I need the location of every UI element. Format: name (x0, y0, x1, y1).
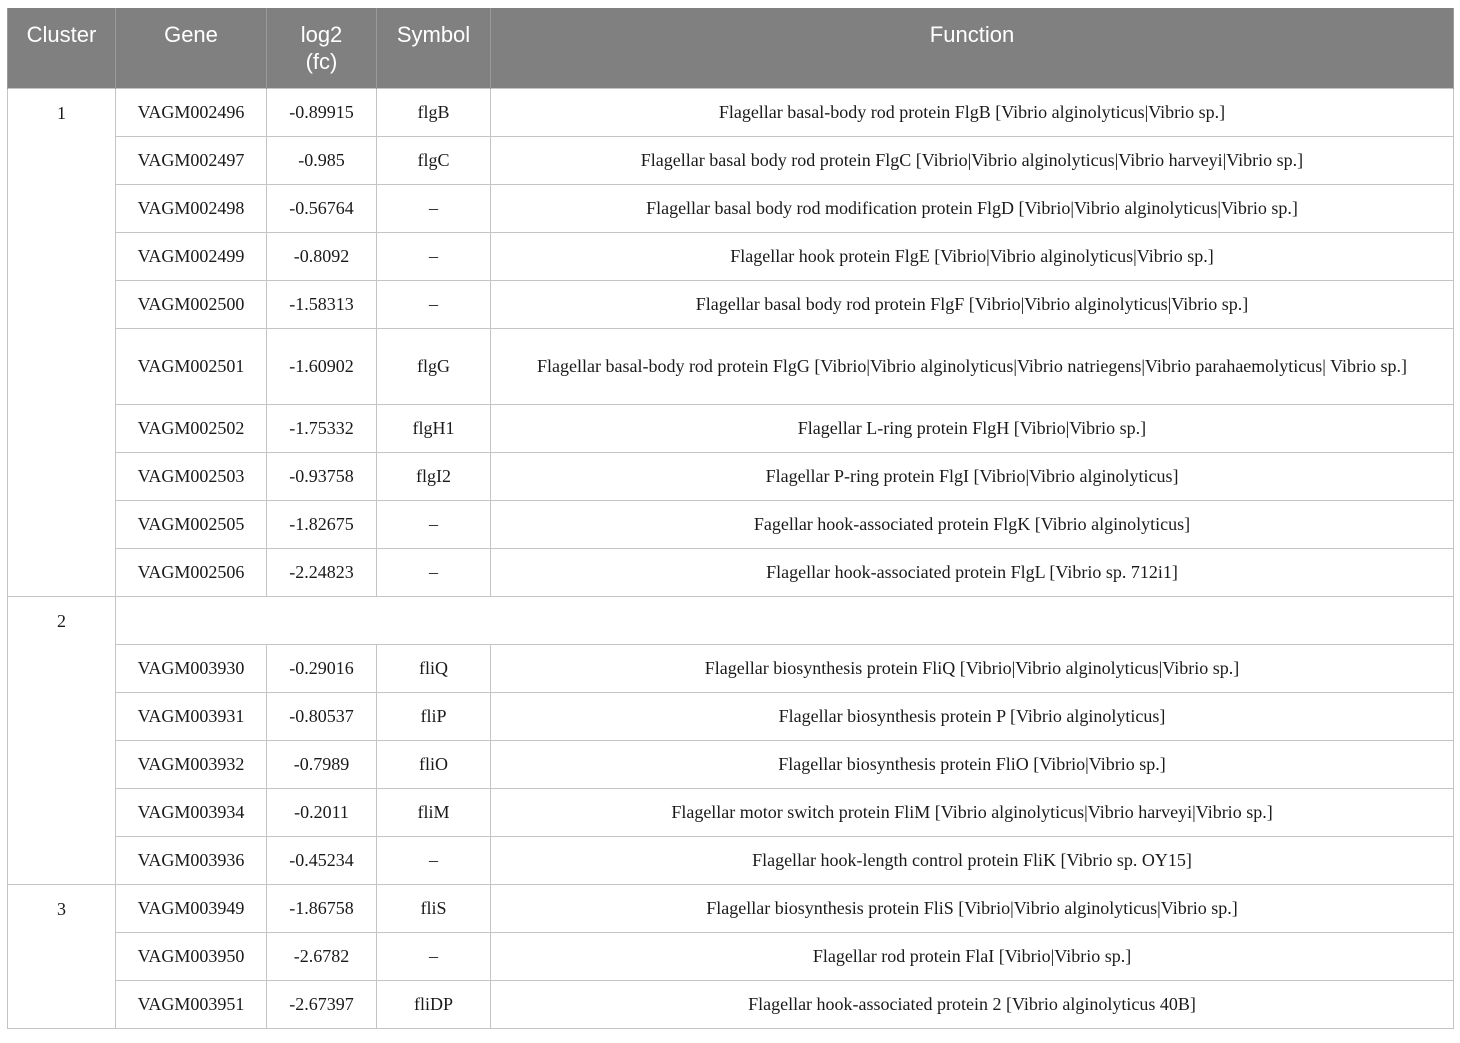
gene-id: VAGM003934 (116, 788, 267, 836)
gene-symbol: fliQ (377, 644, 491, 692)
table-row (8, 184, 1454, 232)
gene-id: VAGM003936 (116, 836, 267, 884)
header-function: Function (491, 8, 1454, 88)
cluster-header-row (8, 596, 1454, 644)
table-row (8, 692, 1454, 740)
header-log2fc-line2: (fc) (305, 49, 338, 74)
gene-id: VAGM003932 (116, 740, 267, 788)
header-row (8, 8, 1454, 88)
gene-symbol: flgG (377, 328, 491, 404)
gene-symbol: – (377, 280, 491, 328)
gene-id: VAGM002502 (116, 404, 267, 452)
gene-symbol: – (377, 184, 491, 232)
gene-function: Flagellar P-ring protein FlgI [Vibrio|Vibrio alginolyticus] (491, 452, 1454, 500)
log2fc-value: -0.8092 (267, 232, 377, 280)
gene-function: Flagellar biosynthesis protein FliQ [Vibrio|Vibrio alginolyticus|Vibrio sp.] (491, 644, 1454, 692)
log2fc-value: -2.24823 (267, 548, 377, 596)
log2fc-value: -1.82675 (267, 500, 377, 548)
gene-function: Flagellar hook-associated protein FlgL [Vibrio sp. 712i1] (491, 548, 1454, 596)
gene-id: VAGM003950 (116, 932, 267, 980)
gene-id: VAGM002496 (116, 88, 267, 136)
gene-function: Flagellar biosynthesis protein FliS [Vibrio|Vibrio alginolyticus|Vibrio sp.] (491, 884, 1454, 932)
gene-symbol: – (377, 932, 491, 980)
gene-id: VAGM002497 (116, 136, 267, 184)
log2fc-value: -0.29016 (267, 644, 377, 692)
gene-function: Flagellar basal body rod modification protein FlgD [Vibrio|Vibrio alginolyticus|Vibrio sp.] (491, 184, 1454, 232)
table-row (8, 980, 1454, 1028)
gene-symbol: fliO (377, 740, 491, 788)
gene-symbol: flgC (377, 136, 491, 184)
gene-symbol: fliM (377, 788, 491, 836)
table-row (8, 136, 1454, 184)
table-row (8, 740, 1454, 788)
table-row (8, 500, 1454, 548)
table-row (8, 232, 1454, 280)
gene-id: VAGM003949 (116, 884, 267, 932)
log2fc-value: -0.56764 (267, 184, 377, 232)
table-row (8, 452, 1454, 500)
gene-symbol: – (377, 836, 491, 884)
table-row (8, 328, 1454, 404)
gene-id: VAGM002506 (116, 548, 267, 596)
gene-symbol: fliS (377, 884, 491, 932)
gene-symbol: fliP (377, 692, 491, 740)
gene-id: VAGM003930 (116, 644, 267, 692)
table-body (8, 88, 1454, 1028)
table-row (8, 932, 1454, 980)
log2fc-value: -0.985 (267, 136, 377, 184)
log2fc-value: -1.58313 (267, 280, 377, 328)
header-log2fc-line1: log2 (300, 22, 343, 47)
log2fc-value: -1.75332 (267, 404, 377, 452)
gene-symbol: – (377, 500, 491, 548)
header-log2fc (267, 8, 377, 88)
log2fc-value: -0.2011 (267, 788, 377, 836)
header-gene: Gene (116, 8, 267, 88)
gene-function: Flagellar biosynthesis protein FliO [Vibrio|Vibrio sp.] (491, 740, 1454, 788)
gene-id: VAGM002501 (116, 328, 267, 404)
gene-symbol: – (377, 548, 491, 596)
gene-function: Fagellar hook-associated protein FlgK [Vibrio alginolyticus] (491, 500, 1454, 548)
gene-function: Flagellar hook-associated protein 2 [Vibrio alginolyticus 40B] (491, 980, 1454, 1028)
log2fc-value: -0.93758 (267, 452, 377, 500)
gene-symbol: flgI2 (377, 452, 491, 500)
gene-id: VAGM002505 (116, 500, 267, 548)
gene-function: Flagellar basal body rod protein FlgC [Vibrio|Vibrio alginolyticus|Vibrio harveyi|Vibrio sp.] (491, 136, 1454, 184)
header-symbol: Symbol (377, 8, 491, 88)
table-row (8, 644, 1454, 692)
table-row (8, 884, 1454, 932)
table-row (8, 836, 1454, 884)
gene-function: Flagellar motor switch protein FliM [Vibrio alginolyticus|Vibrio harveyi|Vibrio sp.] (491, 788, 1454, 836)
gene-function: Flagellar hook-length control protein FliK [Vibrio sp. OY15] (491, 836, 1454, 884)
gene-id: VAGM002503 (116, 452, 267, 500)
log2fc-value: -0.80537 (267, 692, 377, 740)
log2fc-value: -0.89915 (267, 88, 377, 136)
cluster-id: 2 (8, 596, 116, 884)
gene-function: Flagellar hook protein FlgE [Vibrio|Vibrio alginolyticus|Vibrio sp.] (491, 232, 1454, 280)
gene-symbol: flgH1 (377, 404, 491, 452)
gene-function: Flagellar biosynthesis protein P [Vibrio alginolyticus] (491, 692, 1454, 740)
log2fc-value: -2.67397 (267, 980, 377, 1028)
gene-id: VAGM003931 (116, 692, 267, 740)
table-header (8, 8, 1454, 88)
gene-function: Flagellar basal-body rod protein FlgB [Vibrio alginolyticus|Vibrio sp.] (491, 88, 1454, 136)
cluster-id: 1 (8, 88, 116, 596)
table-row (8, 548, 1454, 596)
gene-id: VAGM003951 (116, 980, 267, 1028)
log2fc-value: -1.60902 (267, 328, 377, 404)
log2fc-value: -0.45234 (267, 836, 377, 884)
gene-table (7, 8, 1454, 1029)
log2fc-value: -0.7989 (267, 740, 377, 788)
cluster-id: 3 (8, 884, 116, 1028)
gene-symbol: – (377, 232, 491, 280)
log2fc-value: -2.6782 (267, 932, 377, 980)
gene-function: Flagellar basal body rod protein FlgF [Vibrio|Vibrio alginolyticus|Vibrio sp.] (491, 280, 1454, 328)
log2fc-value: -1.86758 (267, 884, 377, 932)
gene-id: VAGM002500 (116, 280, 267, 328)
gene-id: VAGM002499 (116, 232, 267, 280)
gene-function: Flagellar rod protein FlaI [Vibrio|Vibrio sp.] (491, 932, 1454, 980)
table-row (8, 280, 1454, 328)
gene-symbol: flgB (377, 88, 491, 136)
gene-function: Flagellar basal-body rod protein FlgG [Vibrio|Vibrio alginolyticus|Vibrio natriegens|Vibrio parahaemolyticus| Vibrio sp.] (491, 328, 1454, 404)
gene-function: Flagellar L-ring protein FlgH [Vibrio|Vibrio sp.] (491, 404, 1454, 452)
table-row (8, 88, 1454, 136)
empty-cell (116, 596, 1454, 644)
header-cluster: Cluster (8, 8, 116, 88)
gene-symbol: fliDP (377, 980, 491, 1028)
table-row (8, 404, 1454, 452)
table-row (8, 788, 1454, 836)
gene-id: VAGM002498 (116, 184, 267, 232)
